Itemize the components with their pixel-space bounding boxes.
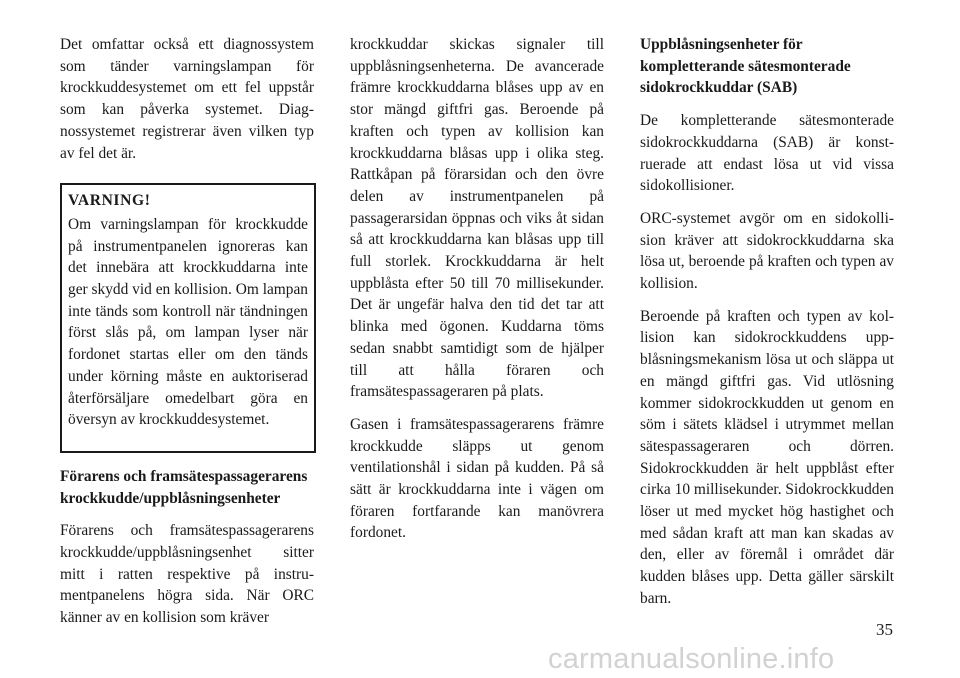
sab-intro-paragraph: De kompletterande sätesmonterade sidokrockkuddarna (SAB) är konstruerade att endast lösa ut vid vissa sidokollisioner. [640,112,894,195]
warning-box [60,183,316,453]
watermark: carmanualsonline.info [548,643,835,675]
column-3 [640,34,894,621]
column-2 [350,34,604,555]
column-1 [60,34,314,640]
venting-paragraph: Gasen i framsätespassagerarens främre krockkudde släpps ut genom ventilationshål i sidan på kudden. På så sätt är krockkuddarna inte i vägen om föraren fortfarande kan manövrera fordonet. [350,415,604,542]
warning-body: Om varningslampan för krockkudde på instrumentpanelen ignoreras kan det innebära att krockkuddarna inte ger skydd vid en kollision. Om lampan inte tänds som kontroll när tändningen först slås på, om lampan lyser när fordonet startas eller om den tänds under körning måste en auktoriserad återförsäljare omedelbart göra en översyn av krockkuddesystemet. [68,215,308,429]
orc-paragraph: ORC-systemet avgör om en sidokollision kräver att sidokrockkuddarna ska lösa ut, beroende på kraften och typen av kollision. [640,209,894,293]
page-number: 35 [876,620,893,639]
intro-paragraph: Det omfattar också ett diagnossystem som tänder varningslampan för krockkuddesystemet om ett fel uppstår som kan påverka systemet. Diagnossystemet registrerar även vilken typ av fel det är. [60,36,314,162]
sab-deployment-paragraph: Beroende på kraften och typen av kollision kan sidokrockkuddens uppblåsningsmekanism lösa ut och släppa ut en mängd giftfri gas. Vid utlösning kommer sidokrockkudden ut genom en söm i sätets klädsel i utrymmet mellan sätespassageraren och dörren. Sidokrockkudden är helt uppblåst efter cirka 10 millisekunder. Sidokrockkudden löser ut med mycket hög hastighet och med sådan kraft att man kan skadas av den, eller av föremål i området där kudden blåses upp. Detta gäller särskilt barn. [640,307,894,607]
section-heading-side-airbags: Uppblåsningsenheter för kompletterande sätesmonterade sidokrockkuddar (SAB) [640,36,851,97]
warning-title: VARNING! [68,192,151,210]
section-heading-front-airbags: Förarens och framsätespassagerarens krockkudde/uppblåsningsenheter [60,467,308,507]
deployment-paragraph: krockkuddar skickas signaler till uppblåsningsenheterna. De avancerade främre krockkuddarna blåses upp av en stor mängd giftfri gas. Beroende på kraften och typen av kollision kan krockkuddarna blåsas upp i olika steg. Rattkåpan på förarsidan och den övre delen av instrumentpanelen på passagerarsidan öppnas och viks åt sidan så att krockkuddarna kan blåsas upp till full storlek. Krockkuddarna är helt uppblåsta efter 50 till 70 millisekunder. Det är ungefär halva den tid det tar att blinka med ögonen. Kuddarna töms sedan snabbt samtidigt som de hjälper till att hålla föraren och framsätespassageraren på plats. [350,36,604,401]
front-airbags-paragraph: Förarens och framsätespassagerarens krockkudde/uppblåsningsenhet sitter mitt i ratten respektive på instrumentpanelens högra sida. När ORC känner av en kollision som kräver [60,522,314,627]
